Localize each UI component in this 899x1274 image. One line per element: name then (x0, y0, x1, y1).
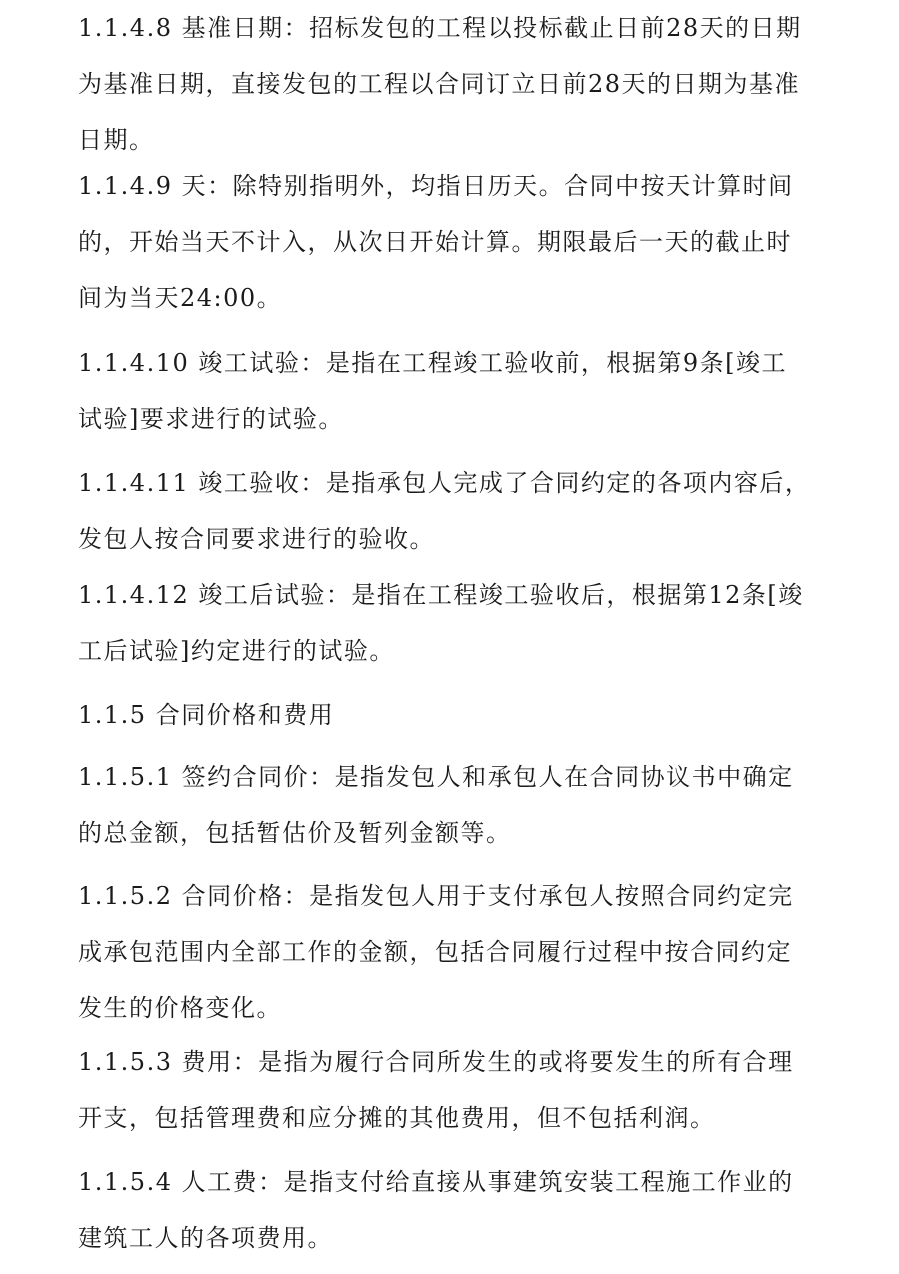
clause-1-1-5-1 (78, 749, 838, 861)
text-line: 1.1.4.9 天：除特别指明外，均指日历天。合同中按天计算时间 (78, 172, 794, 200)
text-line: 1.1.5.3 费用：是指为履行合同所发生的或将要发生的所有合理 (78, 1048, 794, 1076)
section-heading-1-1-5 (78, 687, 838, 743)
text-line: 1.1.5 合同价格和费用 (78, 701, 335, 729)
clause-1-1-4-12 (78, 567, 838, 679)
text-line: 建筑工人的各项费用。 (78, 1224, 333, 1252)
text-line: 1.1.4.10 竣工试验：是指在工程竣工验收前，根据第9条[竣工 (78, 349, 787, 377)
text-line: 发包人按合同要求进行的验收。 (78, 525, 435, 553)
clause-1-1-4-11 (78, 455, 838, 567)
text-line: 试验]要求进行的试验。 (78, 405, 344, 433)
text-line: 1.1.5.1 签约合同价：是指发包人和承包人在合同协议书中确定 (78, 763, 794, 791)
text-line: 的总金额，包括暂估价及暂列金额等。 (78, 819, 512, 847)
clause-1-1-5-3 (78, 1034, 838, 1146)
clause-1-1-4-8 (78, 0, 838, 168)
text-line: 日期。 (78, 126, 155, 154)
text-line: 1.1.4.11 竣工验收：是指承包人完成了合同约定的各项内容后， (78, 469, 811, 497)
text-line: 1.1.5.4 人工费：是指支付给直接从事建筑安装工程施工作业的 (78, 1168, 794, 1196)
text-line: 1.1.4.8 基准日期：招标发包的工程以投标截止日前28天的日期 (78, 14, 802, 42)
text-line: 开支，包括管理费和应分摊的其他费用，但不包括利润。 (78, 1104, 716, 1132)
text-line: 1.1.5.2 合同价格：是指发包人用于支付承包人按照合同约定完 (78, 882, 794, 910)
clause-1-1-4-9 (78, 158, 838, 326)
clause-1-1-5-2 (78, 868, 838, 1036)
text-line: 为基准日期，直接发包的工程以合同订立日前28天的日期为基准 (78, 70, 801, 98)
clause-1-1-5-4 (78, 1154, 838, 1266)
text-line: 间为当天24:00。 (78, 284, 283, 312)
clause-1-1-4-10 (78, 335, 838, 447)
text-line: 工后试验]约定进行的试验。 (78, 637, 395, 665)
text-line: 的，开始当天不计入，从次日开始计算。期限最后一天的截止时 (78, 228, 792, 256)
text-line: 成承包范围内全部工作的金额，包括合同履行过程中按合同约定 (78, 938, 792, 966)
text-line: 发生的价格变化。 (78, 994, 282, 1022)
text-line: 1.1.4.12 竣工后试验：是指在工程竣工验收后，根据第12条[竣 (78, 581, 804, 609)
